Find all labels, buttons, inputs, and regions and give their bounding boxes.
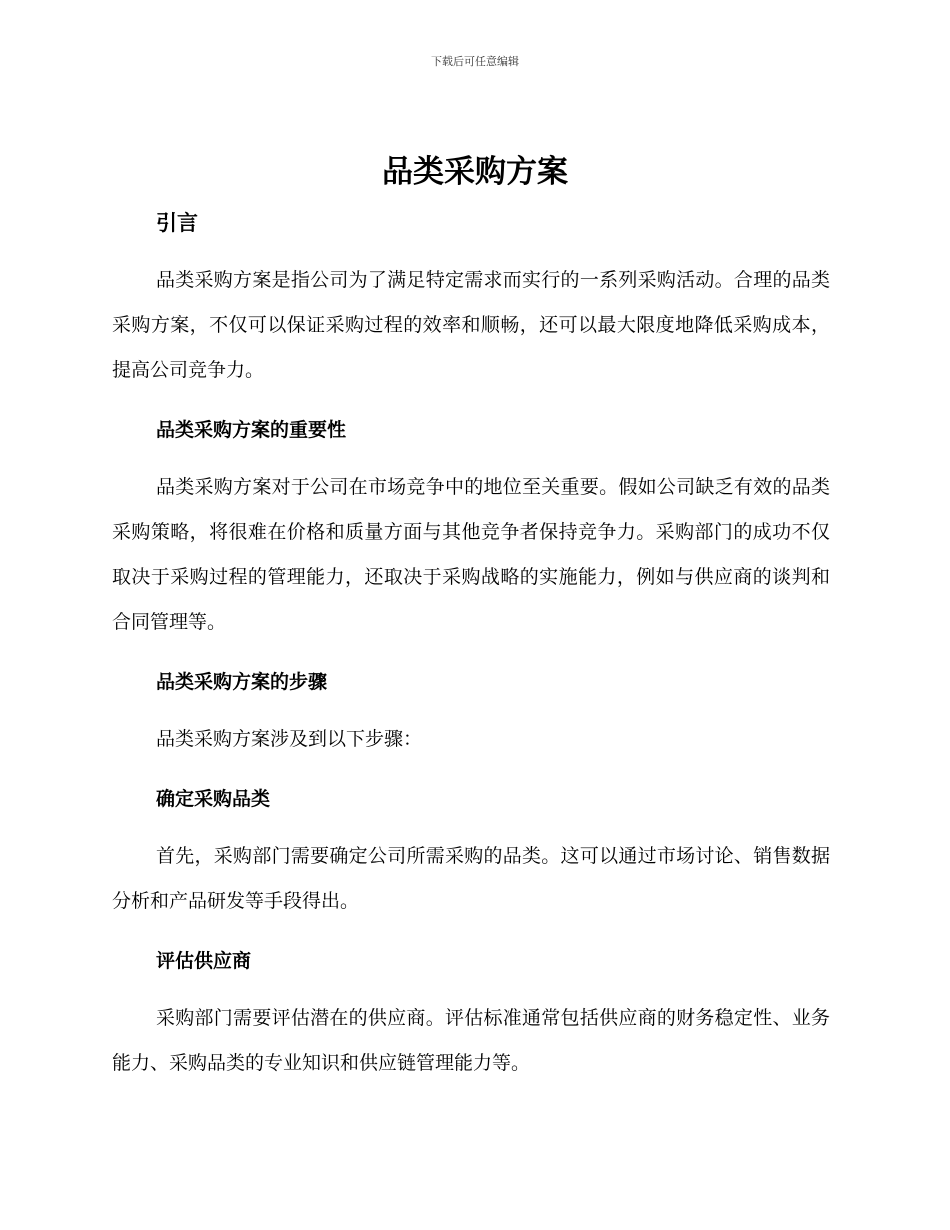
paragraph-steps: 品类采购方案涉及到以下步骤： (156, 728, 423, 750)
spacer (112, 762, 830, 776)
spacer (112, 645, 830, 659)
paragraph-intro: 品类采购方案是指公司为了满足特定需求而实行的一系列采购活动。合理的品类采购方案，不仅可以保证采购过程的效率和顺畅，还可以最大限度地降低采购成本，提高公司竞争力。 (112, 269, 830, 381)
spacer (112, 705, 830, 717)
section-heading-intro: 引言 (156, 211, 198, 235)
section-heading-determine-category: 确定采购品类 (156, 788, 271, 810)
paragraph-determine-category: 首先，采购部门需要确定公司所需采购的品类。这可以通过市场讨论、销售数据分析和产品研发等手段得出。 (112, 845, 830, 912)
spacer (112, 984, 830, 996)
spacer (112, 822, 830, 834)
spacer (112, 924, 830, 938)
section-heading-importance: 品类采购方案的重要性 (156, 419, 347, 441)
spacer (112, 453, 830, 465)
document-title: 品类采购方案 (382, 154, 568, 190)
spacer (112, 246, 830, 258)
document-body (112, 200, 830, 1086)
section-heading-steps: 品类采购方案的步骤 (156, 671, 328, 693)
header-note: 下载后可任意编辑 (431, 55, 519, 68)
spacer (112, 393, 830, 407)
section-heading-evaluate-suppliers: 评估供应商 (156, 950, 252, 972)
paragraph-evaluate-suppliers: 采购部门需要评估潜在的供应商。评估标准通常包括供应商的财务稳定性、业务能力、采购品类的专业知识和供应链管理能力等。 (112, 1007, 830, 1074)
paragraph-importance: 品类采购方案对于公司在市场竞争中的地位至关重要。假如公司缺乏有效的品类采购策略，将很难在价格和质量方面与其他竞争者保持竞争力。采购部门的成功不仅取决于采购过程的管理能力，还取决于采购战略的实施能力，例如与供应商的谈判和合同管理等。 (112, 476, 830, 633)
